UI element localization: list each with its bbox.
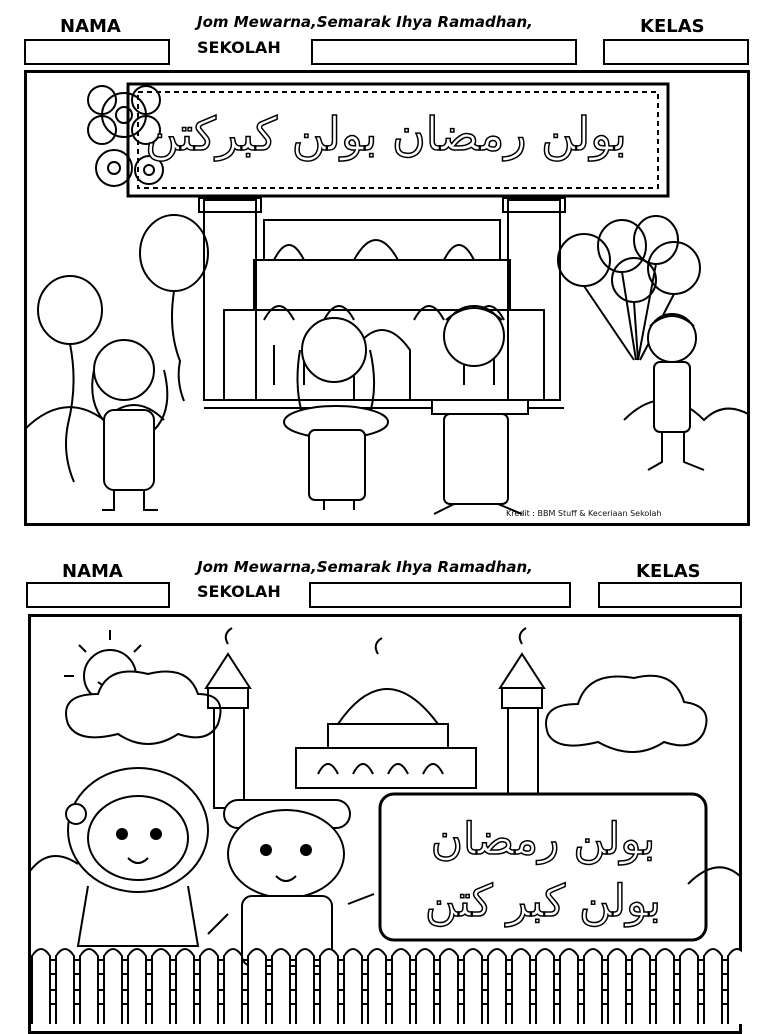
fence-picket	[392, 949, 410, 1024]
sekolah-field[interactable]	[311, 39, 577, 65]
child-girl	[66, 768, 208, 946]
nama-label: NAMA	[60, 16, 121, 37]
fence-picket	[704, 949, 722, 1024]
fence-picket	[512, 949, 530, 1024]
banner-line-2: بولن كبر كتن	[424, 876, 662, 927]
sheet-title: Jom Mewarna,Semarak Ihya Ramadhan,	[197, 558, 533, 576]
fence-picket	[440, 949, 458, 1024]
nama-field[interactable]	[24, 39, 170, 65]
child-girl-left	[92, 340, 167, 510]
kelas-label: KELAS	[640, 16, 705, 37]
fence-picket	[272, 949, 290, 1024]
child-boy-right	[648, 314, 704, 470]
fence-picket	[464, 949, 482, 1024]
credit-text: Kredit : BBM Stuff & Keceriaan Sekolah	[506, 509, 662, 518]
coloring-illustration	[24, 70, 750, 526]
fence-picket	[56, 949, 74, 1024]
fence-picket	[200, 949, 218, 1024]
fence-picket	[104, 949, 122, 1024]
cloud-icon	[546, 676, 707, 752]
fence-picket	[368, 949, 386, 1024]
child-boy-center	[432, 306, 528, 514]
fence-picket	[344, 949, 362, 1024]
fence-picket	[488, 949, 506, 1024]
fence-picket	[632, 949, 650, 1024]
fence-picket	[248, 949, 266, 1024]
mosque-illustration	[199, 198, 565, 408]
nama-label: NAMA	[62, 561, 123, 582]
fence-picket	[152, 949, 170, 1024]
sheet-title: Jom Mewarna,Semarak Ihya Ramadhan,	[197, 13, 533, 31]
fence-picket	[680, 949, 698, 1024]
child-girl-center	[284, 318, 388, 510]
kelas-field[interactable]	[603, 39, 749, 65]
fence-picket	[416, 949, 434, 1024]
fence-pickets	[32, 949, 742, 1024]
kelas-label: KELAS	[636, 561, 701, 582]
fence-picket	[560, 949, 578, 1024]
fence-picket	[128, 949, 146, 1024]
fence-picket	[656, 949, 674, 1024]
child-boy	[208, 800, 374, 966]
kelas-field[interactable]	[598, 582, 742, 608]
sekolah-field[interactable]	[309, 582, 571, 608]
nama-field[interactable]	[26, 582, 170, 608]
mosque-illustration	[206, 628, 544, 808]
banner-text: بولن رمضان بولن كبركتن	[145, 107, 627, 161]
fence-picket	[536, 949, 554, 1024]
fence-picket	[728, 949, 742, 1024]
banner-line-1: بولن رمضان	[430, 814, 656, 865]
sekolah-label: SEKOLAH	[197, 38, 281, 57]
fence-picket	[296, 949, 314, 1024]
fence-picket	[176, 949, 194, 1024]
fence-picket	[584, 949, 602, 1024]
fence-picket	[320, 949, 338, 1024]
fence-picket	[608, 949, 626, 1024]
fence-picket	[80, 949, 98, 1024]
sekolah-label: SEKOLAH	[197, 582, 281, 601]
fence-picket	[224, 949, 242, 1024]
coloring-illustration	[28, 614, 742, 1024]
fence-picket	[32, 949, 50, 1024]
